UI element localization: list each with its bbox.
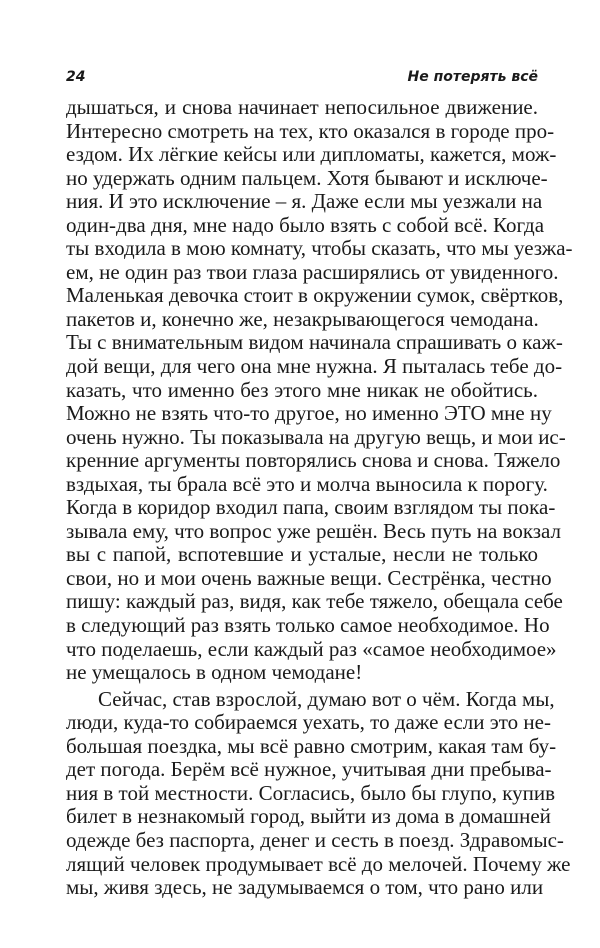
- text-line: ездом. Их лёгкие кейсы или дипломаты, кажется, мож-: [66, 142, 557, 167]
- paragraph: [66, 95, 573, 685]
- text-line: вы с папой, вспотевшие и усталые, несли не только: [66, 542, 538, 567]
- running-title: Не потерять всё: [407, 69, 538, 85]
- text-line: дет погода. Берём всё нужное, учитывая дни пребыва-: [66, 757, 552, 782]
- text-line: дышаться, и снова начинает непосильное движение.: [66, 95, 538, 119]
- text-line: пакетов и, конечно же, незакрывающегося чемодана.: [66, 306, 539, 331]
- text-line: очень нужно. Ты показывала на другую вещь, и мои ис-: [66, 424, 566, 449]
- text-line: зывала ему, что вопрос уже решён. Весь путь на вокзал: [66, 518, 562, 543]
- text-line: Можно не взять что-то другое, но именно ЭТО мне ну: [66, 401, 552, 426]
- text-line: Когда в коридор входил папа, своим взглядом ты пока-: [66, 495, 556, 520]
- text-line: лящий человек продумывает всё до мелочей. Почему же: [66, 851, 571, 876]
- text-line: Интересно смотреть на тех, кто оказался в городе про-: [66, 118, 555, 143]
- text-line: один-два дня, мне надо было взять с собой всё. Когда: [66, 212, 545, 237]
- text-line: Сейчас, став взрослой, думаю вот о чём. Когда мы,: [98, 686, 555, 711]
- text-line: но удержать одним пальцем. Хотя бывают и исключе-: [66, 165, 548, 190]
- text-line: мы, живя здесь, не задумываемся о том, что рано или: [66, 875, 544, 900]
- text-line: свои, но и мои очень важные вещи. Сестрёнка, честно: [66, 565, 552, 590]
- text-line: ем, не один раз твои глаза расширялись от увиденного.: [66, 259, 559, 284]
- text-line: пишу: каждый раз, видя, как тебе тяжело, обещала себе: [66, 589, 563, 614]
- page-header: [66, 66, 538, 88]
- text-line: в следующий раз взять только самое необходимое. Но: [66, 613, 550, 638]
- text-line: большая поездка, мы всё равно смотрим, какая там бу-: [66, 733, 557, 758]
- paragraph: [66, 686, 571, 900]
- text-line: люди, куда-то собираемся уехать, то даже если это не-: [66, 710, 551, 735]
- text-line: что поделаешь, если каждый раз «самое необходимое»: [66, 636, 557, 661]
- text-line: не умещалось в одном чемодане!: [66, 660, 363, 685]
- text-line: билет в незнакомый город, выйти из дома в домашней: [66, 804, 551, 829]
- page-number: 24: [66, 69, 86, 85]
- text-line: кренние аргументы повторялись снова и снова. Тяжело: [66, 448, 561, 473]
- text-line: дой вещи, для чего она мне нужна. Я пыталась тебе до-: [66, 354, 563, 379]
- body-text: [66, 95, 573, 900]
- text-line: ния. И это исключение – я. Даже если мы уезжали на: [66, 189, 543, 214]
- text-line: Маленькая девочка стоит в окружении сумок, свёртков,: [66, 283, 564, 308]
- text-line: ты входила в мою комнату, чтобы сказать, что мы уезжа-: [66, 236, 573, 261]
- text-line: вздыхая, ты брала всё это и молча выносила к порогу.: [66, 471, 548, 496]
- text-line: ния в той местности. Согласись, было бы глупо, купив: [66, 780, 556, 805]
- text-line: казать, что именно без этого мне никак не обойтись.: [66, 377, 538, 402]
- text-line: одежде без паспорта, денег и сесть в поезд. Здравомыс-: [66, 827, 564, 852]
- text-line: Ты с внимательным видом начинала спрашивать о каж-: [66, 330, 563, 355]
